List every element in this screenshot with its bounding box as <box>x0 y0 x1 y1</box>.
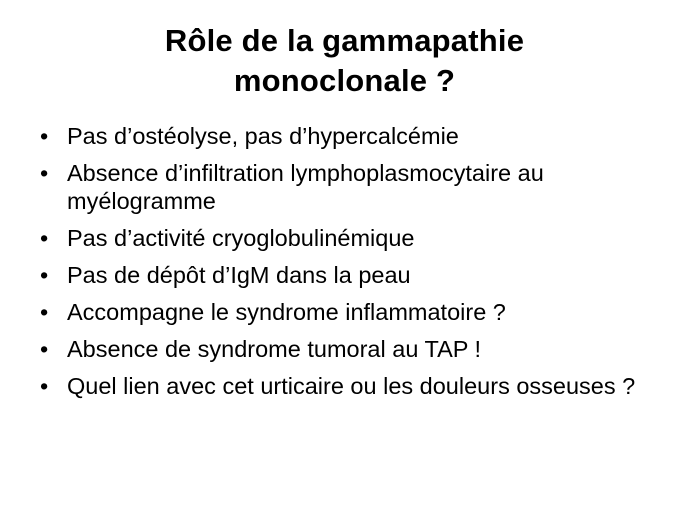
slide-title <box>40 21 649 101</box>
bullet-icon: • <box>40 373 49 399</box>
bullet-item-lien-urticaire <box>40 372 660 400</box>
bullet-icon: • <box>40 123 49 149</box>
bullet-text: Accompagne le syndrome inflammatoire ? <box>67 299 506 325</box>
bullet-item-cryoglobuline <box>40 224 660 252</box>
bullet-text: Quel lien avec cet urticaire ou les douleurs osseuses ? <box>67 373 636 399</box>
bullet-text: Pas de dépôt d’IgM dans la peau <box>67 262 411 288</box>
bullet-text: Pas d’ostéolyse, pas d’hypercalcémie <box>67 123 459 149</box>
bullet-item-tumoral <box>40 335 660 363</box>
bullet-icon: • <box>40 262 49 288</box>
bullet-item-inflammatoire <box>40 298 660 326</box>
bullet-icon: • <box>40 336 49 362</box>
bullet-item-infiltration <box>40 159 660 215</box>
bullet-item-depot-igm <box>40 261 660 289</box>
slide-title-line-2: monoclonale ? <box>233 63 456 98</box>
bullet-text: Absence d’infiltration lymphoplasmocytaire au myélogramme <box>67 160 544 214</box>
bullet-item-osteolyse <box>40 122 660 150</box>
bullet-icon: • <box>40 299 49 325</box>
bullet-icon: • <box>40 160 49 186</box>
bullet-text: Pas d’activité cryoglobulinémique <box>67 225 415 251</box>
bullet-text: Absence de syndrome tumoral au TAP ! <box>67 336 482 362</box>
bullet-icon: • <box>40 225 49 251</box>
slide-title-line-1: Rôle de la gammapathie <box>164 23 525 58</box>
bullet-list <box>40 122 660 409</box>
